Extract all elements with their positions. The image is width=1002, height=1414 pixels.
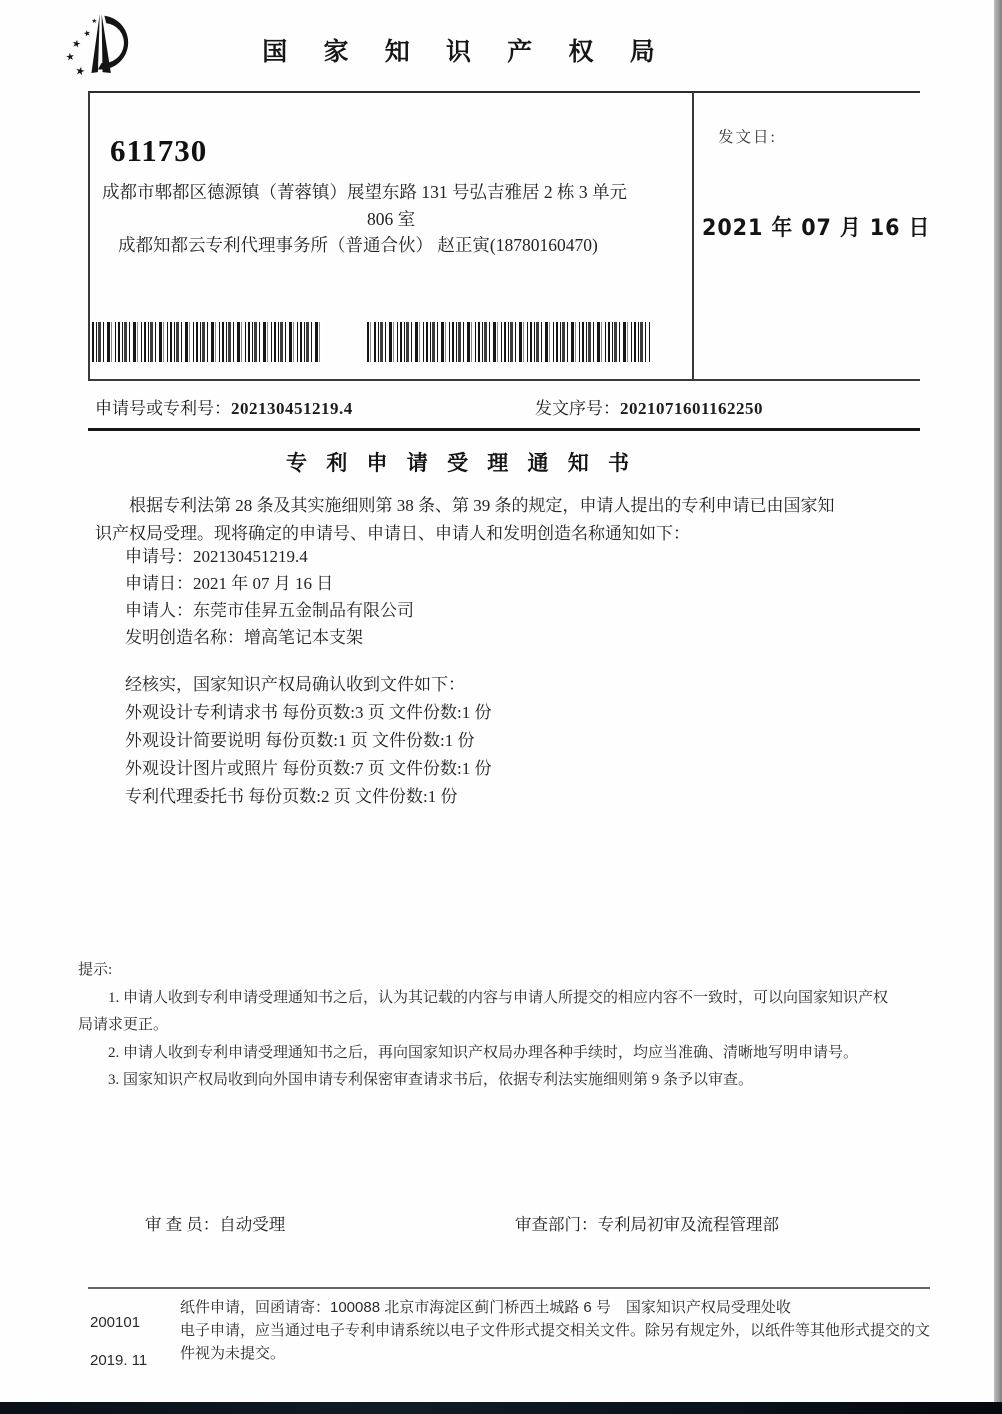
agency-line: 成都知都云专利代理事务所（普通合伙） 赵正寅(18780160470) (118, 235, 598, 255)
svg-text:★: ★ (64, 51, 76, 64)
examiner-row (145, 1211, 285, 1235)
department-row (515, 1211, 779, 1235)
notice-fields (125, 543, 414, 651)
info-box-divider (692, 92, 694, 380)
serial-number-row (535, 394, 763, 419)
svg-text:★: ★ (82, 28, 92, 39)
application-number: 202130451219.4 (231, 399, 353, 418)
footer-rule (88, 1287, 930, 1289)
scan-edge-right (994, 0, 1002, 1414)
examiner-label: 审 查 员： (145, 1215, 220, 1234)
footer-note: 电子申请，应当通过电子专利申请系统以电子文件形式提交相关文件。除另有规定外，以纸件等其他形式提交的文件视为未提交。 (180, 1322, 931, 1362)
tip-item: 3. 国家知识产权局收到向外国申请专利保密审查请求书后，依据专利法实施细则第 9 条予以审查。 (108, 1072, 754, 1088)
org-title: 国 家 知 识 产 权 局 (262, 39, 670, 66)
received-doc-item: 外观设计图片或照片 每份页数:7 页 文件份数:1 份 (125, 759, 492, 778)
tip-item: 1. 申请人收到专利申请受理通知书之后，认为其记载的内容与申请人所提交的相应内容不一致时，可以向国家知识产权局请求更正。 (78, 989, 889, 1033)
department-value: 专利局初审及流程管理部 (597, 1215, 779, 1234)
svg-text:★: ★ (70, 38, 82, 51)
department-label: 审查部门： (515, 1215, 598, 1234)
application-number-row (95, 394, 353, 419)
received-documents (125, 671, 491, 811)
tips-section (78, 957, 888, 1095)
info-box-bottom-border (88, 379, 920, 381)
header-rule (88, 91, 920, 93)
received-intro: 经核实，国家知识产权局确认收到文件如下： (125, 675, 465, 694)
field-application-date: 申请日：2021 年 07 月 16 日 (125, 574, 334, 593)
barcode-serial (367, 322, 650, 362)
recipient-address-line2: 806 室 (366, 209, 416, 229)
serial-number-label: 发文序号： (535, 399, 620, 418)
footer-form-code: 2019. 11 (90, 1352, 148, 1369)
received-doc-item: 外观设计专利请求书 每份页数:3 页 文件份数:1 份 (125, 703, 492, 722)
scan-edge-bottom (0, 1402, 1002, 1414)
issue-date: 2021 年 07 月 16 日 (702, 216, 931, 241)
serial-number: 2021071601162250 (620, 399, 764, 418)
notice-intro: 根据专利法第 28 条及其实施细则第 38 条、第 39 条的规定，申请人提出的专利申请已由国家知识产权局受理。现将确定的申请号、申请日、申请人和发明创造名称通知如下： (95, 496, 835, 543)
svg-text:★: ★ (91, 18, 98, 26)
received-doc-item: 外观设计简要说明 每份页数:1 页 文件份数:1 份 (125, 731, 475, 750)
recipient-address-line1: 成都市郫都区德源镇（菁蓉镇）展望东路 131 号弘吉雅居 2 栋 3 单元 (102, 182, 627, 202)
footer-note: 纸件申请，回函请寄：100088 北京市海淀区蓟门桥西土城路 6 号 国家知识产权局受理处收 (180, 1299, 791, 1316)
notice-title: 专 利 申 请 受 理 通 知 书 (286, 451, 636, 475)
field-application-no: 申请号：202130451219.4 (125, 547, 308, 566)
separator-rule (88, 428, 920, 431)
tip-item: 2. 申请人收到专利申请受理通知书之后，再向国家知识产权局办理各种手续时，均应当准确、清晰地写明申请号。 (108, 1044, 859, 1061)
field-applicant: 申请人：东莞市佳昇五金制品有限公司 (125, 601, 414, 620)
footer-form-codes (90, 1296, 147, 1387)
doc-code: 611730 (110, 133, 208, 168)
field-invention-title: 发明创造名称：增高笔记本支架 (125, 628, 363, 647)
application-number-label: 申请号或专利号： (95, 399, 231, 418)
info-box-left-border (88, 92, 90, 380)
svg-text:★: ★ (74, 64, 87, 79)
issue-date-label: 发文日: (718, 129, 777, 146)
footer-notes (180, 1296, 934, 1365)
tips-heading: 提示: (78, 962, 113, 978)
received-doc-item: 专利代理委托书 每份页数:2 页 文件份数:1 份 (125, 787, 458, 806)
examiner-value: 自动受理 (219, 1215, 286, 1234)
barcode-application (92, 322, 323, 362)
footer-form-code: 200101 (90, 1314, 141, 1331)
